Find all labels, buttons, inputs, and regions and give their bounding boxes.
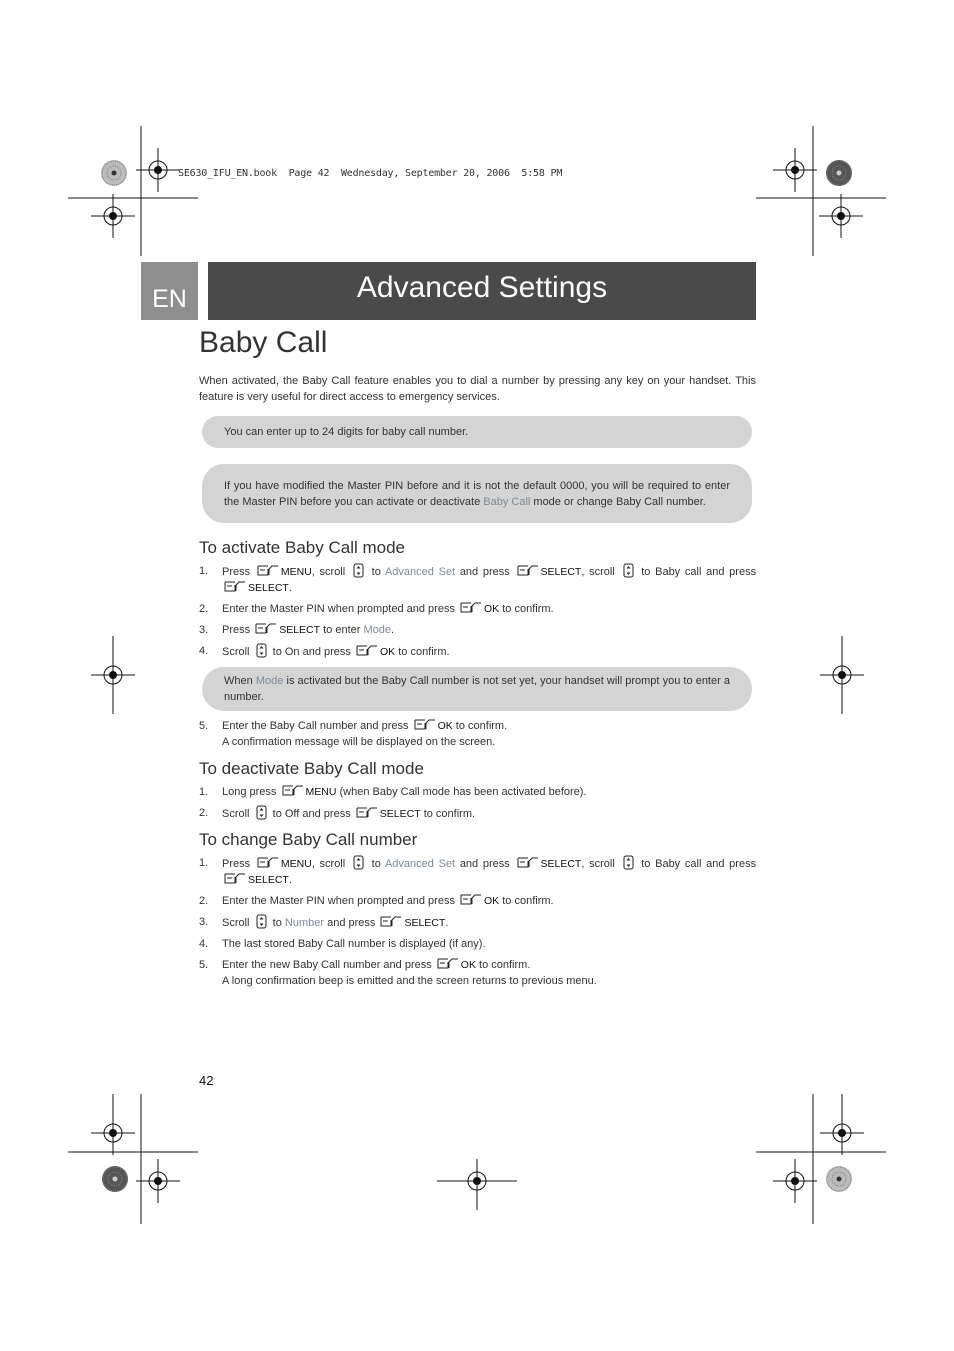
- activate-steps: [199, 563, 756, 660]
- section-title: Baby Call: [199, 326, 328, 359]
- scroll-key-icon: [353, 855, 364, 870]
- note-box: [202, 416, 752, 448]
- left-softkey-icon: [460, 602, 482, 613]
- list-item: 1. Press MENU, scroll to Advanced Set and press SELECT, scroll to Baby call and press SELECT.: [199, 857, 757, 886]
- list-item: 4. The last stored Baby Call number is displayed (if any).: [199, 938, 486, 950]
- scroll-key-icon: [623, 563, 634, 578]
- list-item: 3. Scroll to Number and press SELECT.: [199, 916, 449, 929]
- left-softkey-icon: [224, 873, 246, 884]
- list-item: 2. Scroll to Off and press SELECT to confirm.: [199, 807, 476, 820]
- note-text: If you have modified the Master PIN before and it is not the default 0000, you will be required to enter the Master PIN before you can activate or deactivate Baby Call mode or change Baby Call number.: [224, 479, 730, 508]
- left-softkey-icon: [257, 565, 279, 576]
- left-softkey-icon: [356, 645, 378, 656]
- print-info: SE630_IFU_EN.book Page 42 Wednesday, September 20, 2006 5:58 PM: [178, 168, 563, 179]
- scroll-key-icon: [353, 563, 364, 578]
- left-softkey-icon: [224, 581, 246, 592]
- left-softkey-icon: [517, 857, 539, 868]
- left-softkey-icon: [460, 894, 482, 905]
- left-softkey-icon: [380, 916, 402, 927]
- note-box: [202, 464, 752, 523]
- highlight-term: Mode: [255, 675, 284, 687]
- intro-paragraph: When activated, the Baby Call feature enables you to dial a number by pressing any key on your handset. This feature is very useful for direct access to emergency services.: [199, 375, 756, 403]
- subheading-activate: To activate Baby Call mode: [199, 538, 405, 557]
- change-steps: [199, 855, 756, 989]
- scroll-key-icon: [256, 805, 267, 820]
- list-item: 2. Enter the Master PIN when prompted and press OK to confirm.: [199, 603, 554, 615]
- note-text: When Mode is activated but the Baby Call number is not set yet, your handset will prompt you to enter a number.: [224, 675, 730, 703]
- subheading-deactivate: To deactivate Baby Call mode: [199, 759, 424, 778]
- list-item: 4. Scroll to On and press OK to confirm.: [199, 645, 450, 658]
- deactivate-steps: [199, 784, 756, 822]
- list-item: 1. Long press MENU (when Baby Call mode has been activated before).: [199, 786, 587, 798]
- note-text: You can enter up to 24 digits for baby call number.: [224, 426, 469, 438]
- left-softkey-icon: [282, 785, 304, 796]
- scroll-key-icon: [256, 643, 267, 658]
- color-target-icon: [826, 160, 852, 186]
- list-item: 1. Press MENU, scroll to Advanced Set and press SELECT, scroll to Baby call and press SELECT.: [199, 565, 757, 594]
- registration-mark-icon: [136, 148, 180, 192]
- subheading-change: To change Baby Call number: [199, 830, 418, 849]
- left-softkey-icon: [517, 565, 539, 576]
- list-item: 2. Enter the Master PIN when prompted and press OK to confirm.: [199, 895, 554, 907]
- list-item: 5. Enter the new Baby Call number and press OK to confirm. A long confirmation beep is emitted and the screen returns to previous menu.: [199, 959, 597, 987]
- page-number: 42: [199, 1073, 214, 1088]
- list-item: 5. Enter the Baby Call number and press OK to confirm. A confirmation message will be displayed on the screen.: [199, 720, 508, 748]
- language-tab: EN: [141, 262, 198, 320]
- chapter-title: Advanced Settings: [208, 262, 756, 320]
- left-softkey-icon: [255, 623, 277, 634]
- list-item: 3. Press SELECT to enter Mode.: [199, 624, 395, 636]
- left-softkey-icon: [257, 857, 279, 868]
- color-target-icon: [102, 1166, 128, 1192]
- scroll-key-icon: [256, 914, 267, 929]
- left-softkey-icon: [414, 719, 436, 730]
- highlight-term: Baby Call: [483, 495, 531, 508]
- color-target-icon: [101, 160, 127, 186]
- scroll-key-icon: [623, 855, 634, 870]
- note-box: [202, 667, 752, 711]
- left-softkey-icon: [356, 807, 378, 818]
- color-target-icon: [826, 1166, 852, 1192]
- activate-steps-continued: [199, 718, 756, 750]
- left-softkey-icon: [437, 958, 459, 969]
